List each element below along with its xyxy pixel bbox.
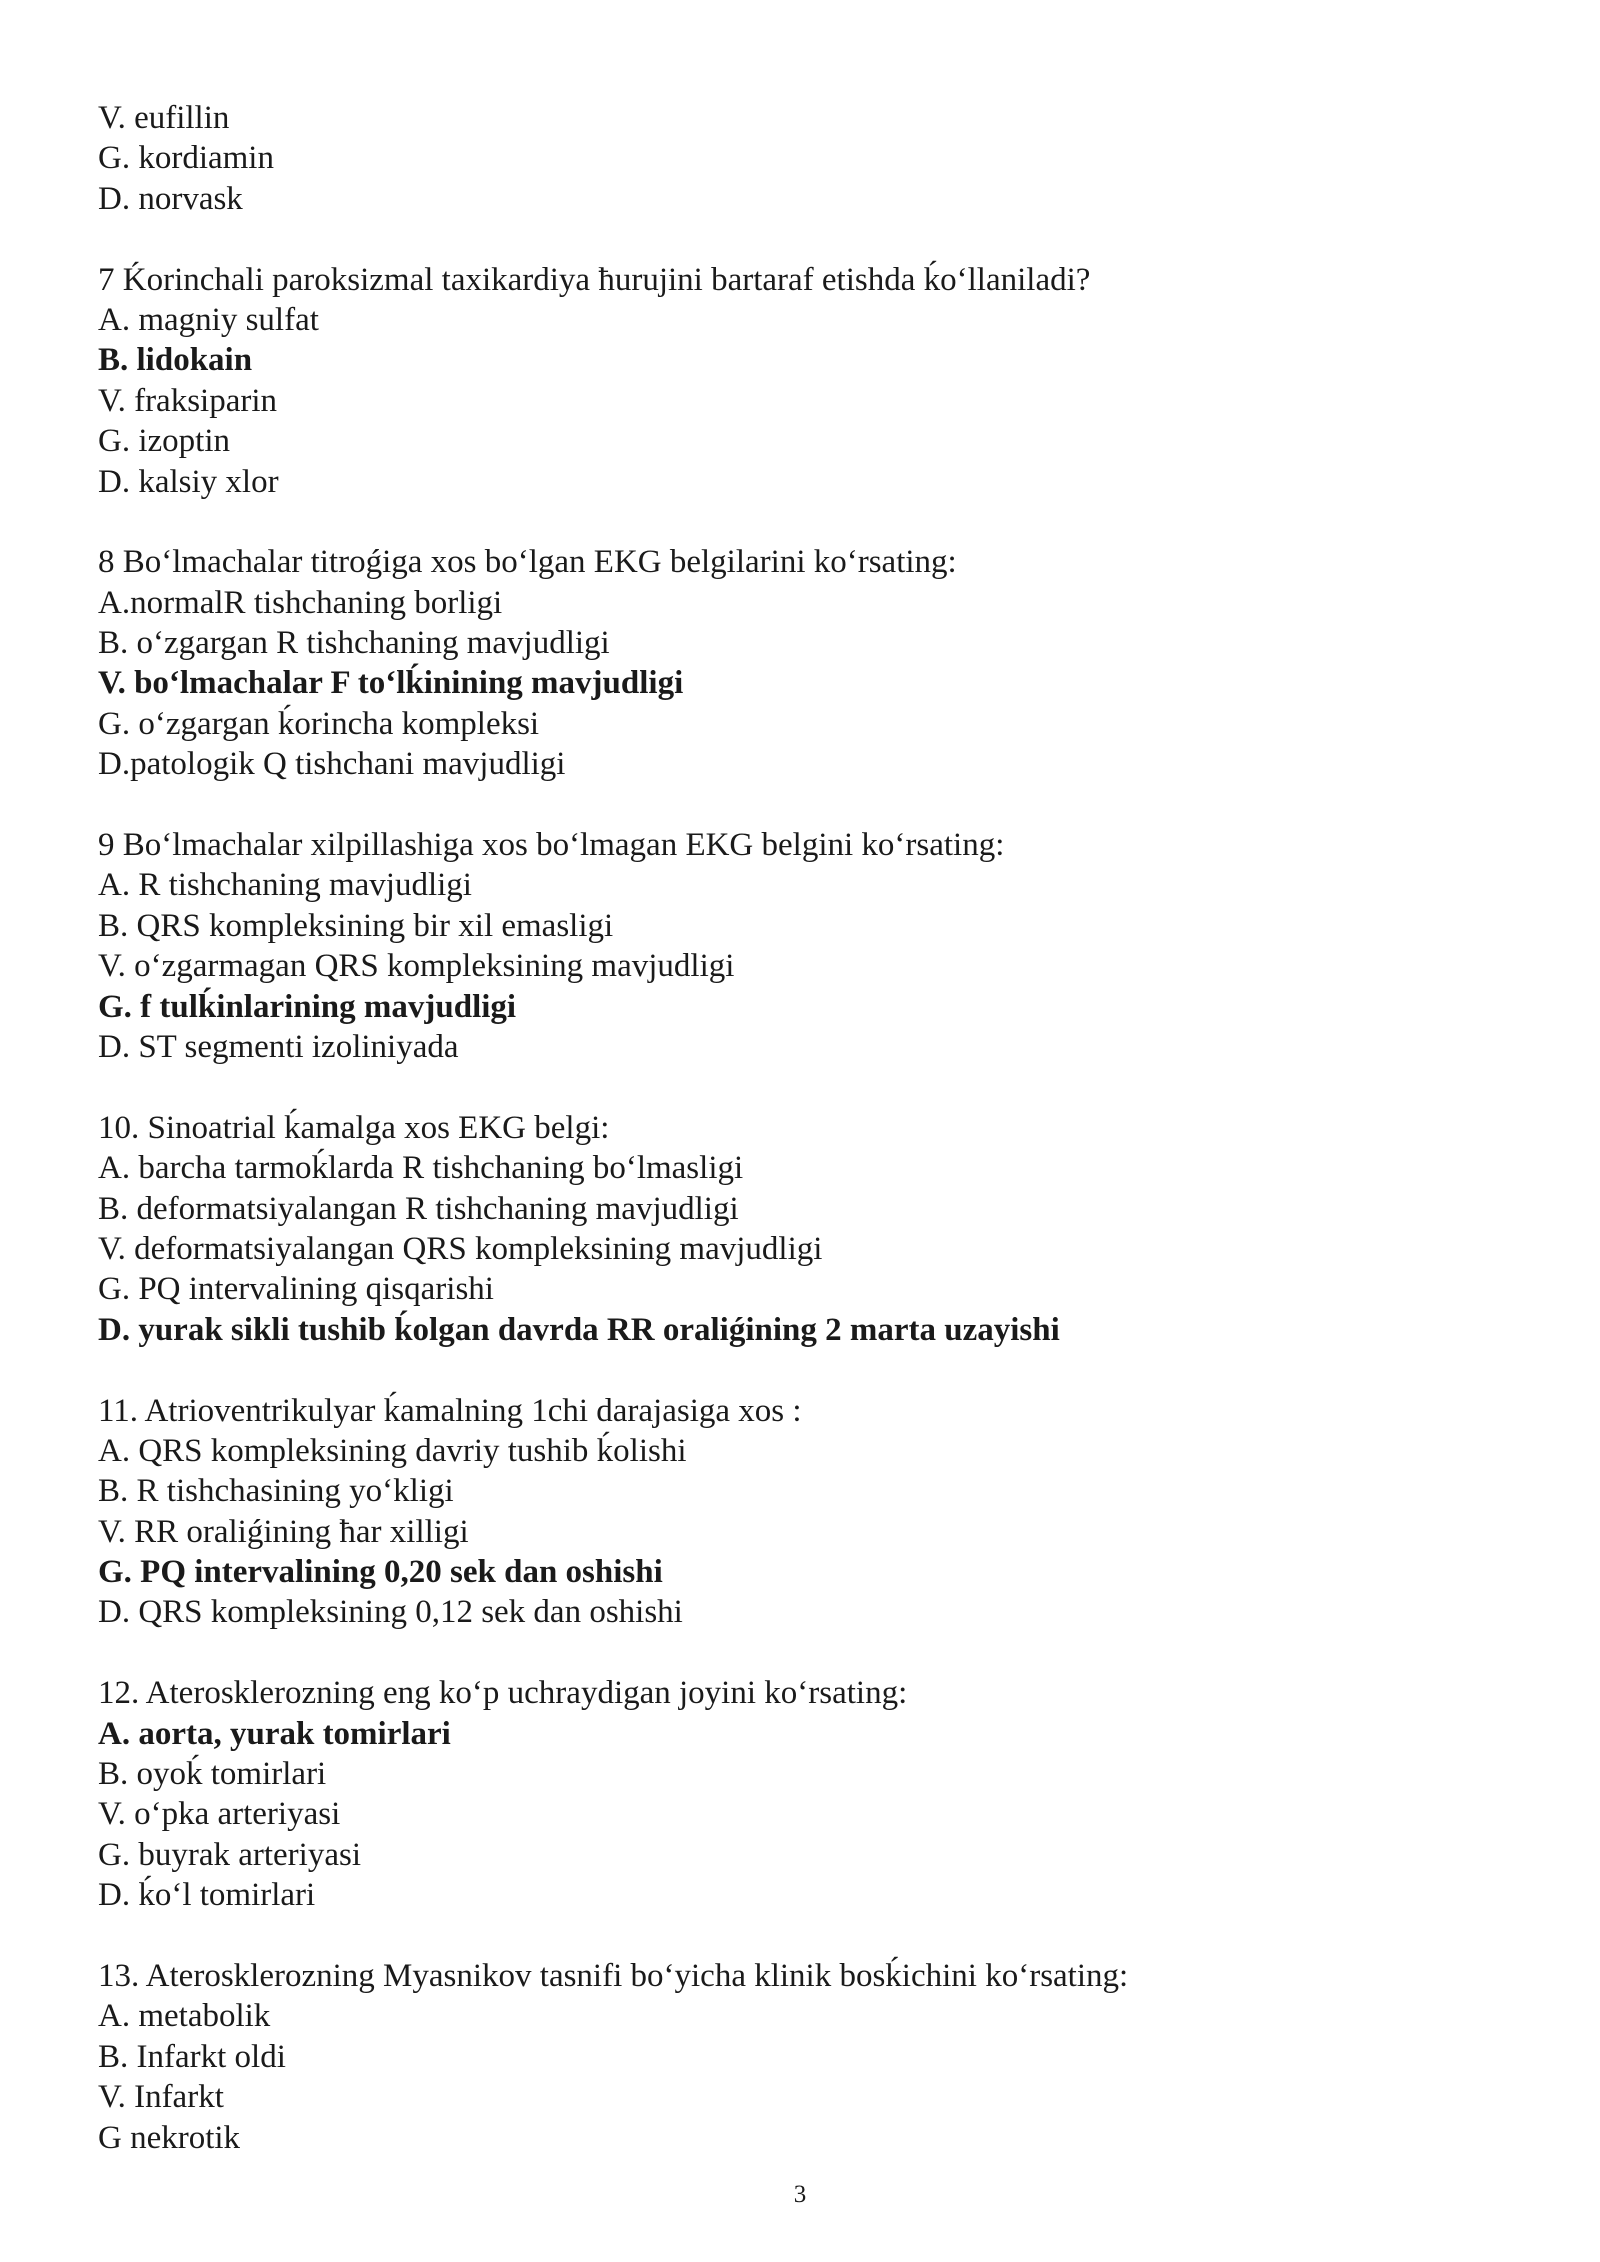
page-number: 3 [793,2181,807,2208]
question-text: 10. Sinoatrial ḱamalga xos EKG belgi: [98,1109,610,1146]
answer-option: D.patologik Q tishchani mavjudligi [98,746,566,783]
answer-option: G. izoptin [98,423,230,460]
question-text: 7 Ḱorinchali paroksizmal taxikardiya ħurujini bartaraf etishda ḱo‘llaniladi? [98,261,1091,298]
answer-option: V. fraksiparin [98,382,278,419]
answer-option: B. QRS kompleksining bir xil emasligi [98,907,614,944]
answer-option: B. deformatsiyalangan R tishchaning mavjudligi [98,1190,739,1227]
blank-line [98,785,1518,825]
correct-answer-option: D. yurak sikli tushib ḱolgan davrda RR oraliǵining 2 marta uzayishi [98,1311,1060,1348]
question-text: 12. Aterosklerozning eng ko‘p uchraydigan joyini ko‘rsating: [98,1675,908,1712]
answer-option: D. ST segmenti izoliniyada [98,1028,459,1065]
answer-option: V. deformatsiyalangan QRS kompleksining mavjudligi [98,1230,823,1267]
answer-option: G. o‘zgargan ḱorincha kompleksi [98,705,540,742]
answer-option: A.normalR tishchaning borligi [98,584,503,621]
answer-option: B. R tishchasining yo‘kligi [98,1473,454,1510]
blank-line [98,1067,1518,1107]
blank-line [98,1350,1518,1390]
correct-answer-option: V. bo‘lmachalar F to‘lḱinining mavjudligi [98,665,684,702]
document-body [98,98,1518,2158]
answer-option: V. Infarkt [98,2079,224,2116]
blank-line [98,1916,1518,1956]
question-text: 13. Aterosklerozning Myasnikov tasnifi bo‘yicha klinik bosḱichini ko‘rsating: [98,1957,1129,1994]
question-text: 11. Atrioventrikulyar ḱamalning 1chi darajasiga xos : [98,1392,802,1429]
answer-option: A. metabolik [98,1998,271,2035]
blank-line [98,219,1518,259]
answer-option: B. o‘zgargan R tishchaning mavjudligi [98,625,610,662]
answer-option: B. oyoḱ tomirlari [98,1756,327,1793]
correct-answer-option: B. lidokain [98,342,253,379]
answer-option: D. kalsiy xlor [98,463,279,500]
answer-option: D. ḱo‘l tomirlari [98,1877,316,1914]
answer-option: A. barcha tarmoḱlarda R tishchaning bo‘lmasligi [98,1150,744,1187]
answer-option: D. QRS kompleksining 0,12 sek dan oshishi [98,1594,683,1631]
answer-option: D. norvask [98,180,243,217]
answer-option: B. Infarkt oldi [98,2038,286,2075]
answer-option: A. magniy sulfat [98,301,319,338]
answer-option: G nekrotik [98,2119,241,2156]
answer-option: V. RR oraliǵining ħar xilligi [98,1513,469,1550]
answer-option: G. buyrak arteriyasi [98,1836,361,1873]
question-text: 9 Bo‘lmachalar xilpillashiga xos bo‘lmagan EKG belgini ko‘rsating: [98,827,1005,864]
answer-option: G. kordiamin [98,140,274,177]
question-text: 8 Bo‘lmachalar titroǵiga xos bo‘lgan EKG belgilarini ko‘rsating: [98,544,957,581]
answer-option: A. R tishchaning mavjudligi [98,867,472,904]
blank-line [98,1633,1518,1673]
blank-line [98,502,1518,542]
answer-option: G. PQ intervalining qisqarishi [98,1271,494,1308]
correct-answer-option: G. PQ intervalining 0,20 sek dan oshishi [98,1554,663,1591]
answer-option: A. QRS kompleksining davriy tushib ḱolishi [98,1432,687,1469]
correct-answer-option: G. f tulḱinlarining mavjudligi [98,988,517,1025]
answer-option: V. eufillin [98,100,230,136]
answer-option: V. o‘pka arteriyasi [98,1796,341,1833]
correct-answer-option: A. aorta, yurak tomirlari [98,1715,451,1752]
answer-option: V. o‘zgarmagan QRS kompleksining mavjudligi [98,948,735,985]
